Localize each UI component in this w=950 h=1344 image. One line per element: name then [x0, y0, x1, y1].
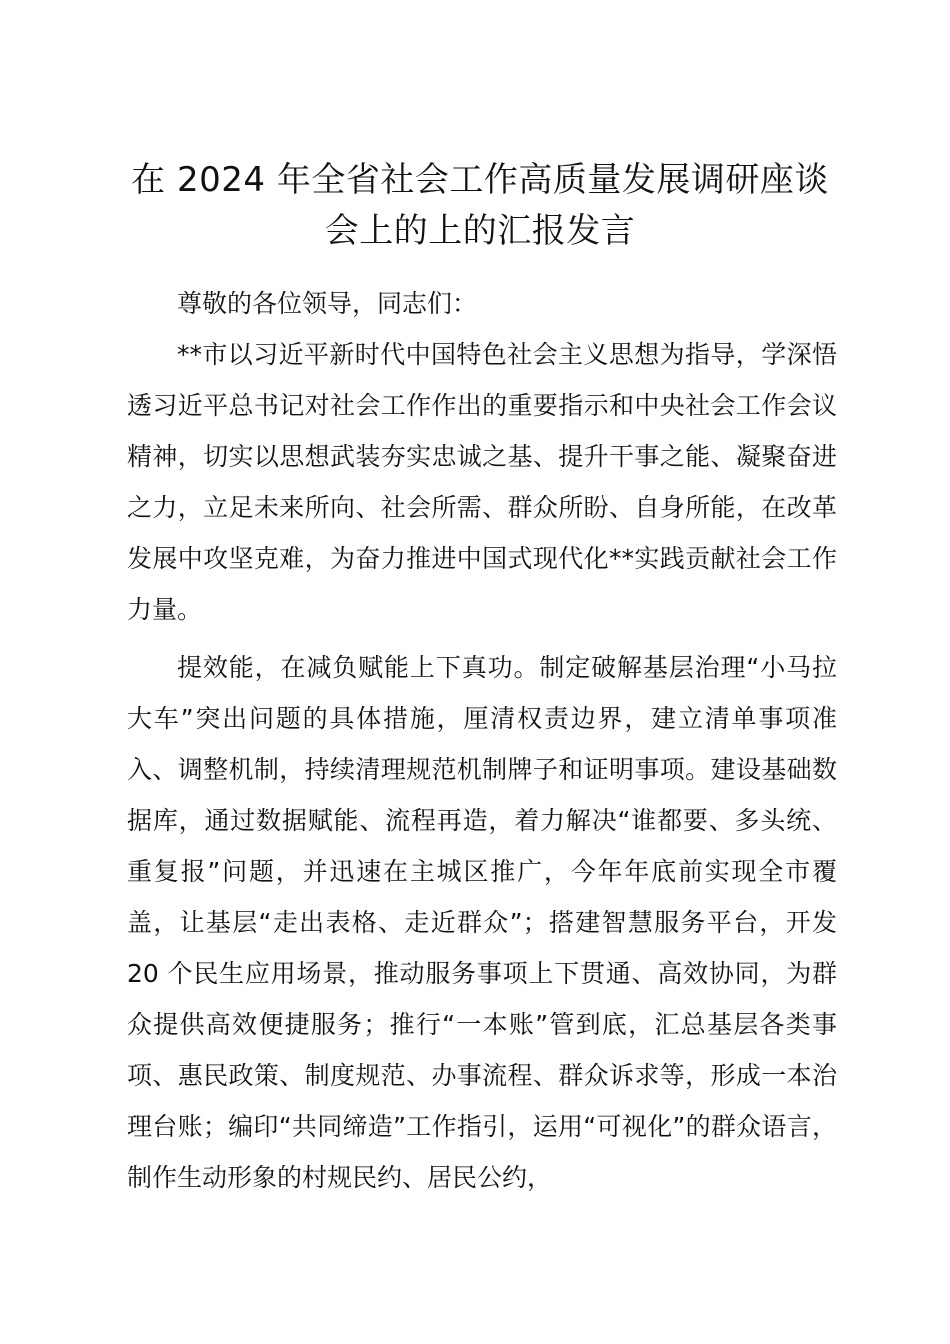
title-line-1: 在 2024 年全省社会工作高质量发展调研座谈 — [131, 160, 829, 200]
paragraph-intro: **市以习近平新时代中国特色社会主义思想为指导，学深悟透习近平总书记对社会工作作出的重要指示和中央社会工作会议精神，切实以思想武装夯实忠诚之基、提升干事之能、凝聚奋进之力，立足未来所向、社会所需、群众所盼、自身所能，在改革发展中攻坚克难，为奋力推进中国式现代化**实践贡献社会工作力量。 — [127, 340, 837, 624]
document-title — [120, 155, 840, 257]
salutation: 尊敬的各位领导，同志们： — [177, 289, 478, 318]
title-line-2: 会上的上的汇报发言 — [324, 211, 636, 251]
document-body — [127, 278, 837, 1203]
paragraph-efficiency: 提效能，在减负赋能上下真功。制定破解基层治理“小马拉大车”突出问题的具体措施，厘清权责边界，建立清单事项准入、调整机制，持续清理规范机制牌子和证明事项。建设基础数据库，通过数据赋能、流程再造，着力解决“谁都要、多头统、重复报”问题，并迅速在主城区推广，今年年底前实现全市覆盖，让基层“走出表格、走近群众”；搭建智慧服务平台，开发 20 个民生应用场景，推动服务事项上下贯通、高效协同，为群众提供高效便捷服务；推行“一本账”管到底，汇总基层各类事项、惠民政策、制度规范、办事流程、群众诉求等，形成一本治理台账；编印“共同缔造”工作指引，运用“可视化”的群众语言，制作生动形象的村规民约、居民公约， — [127, 653, 837, 1192]
